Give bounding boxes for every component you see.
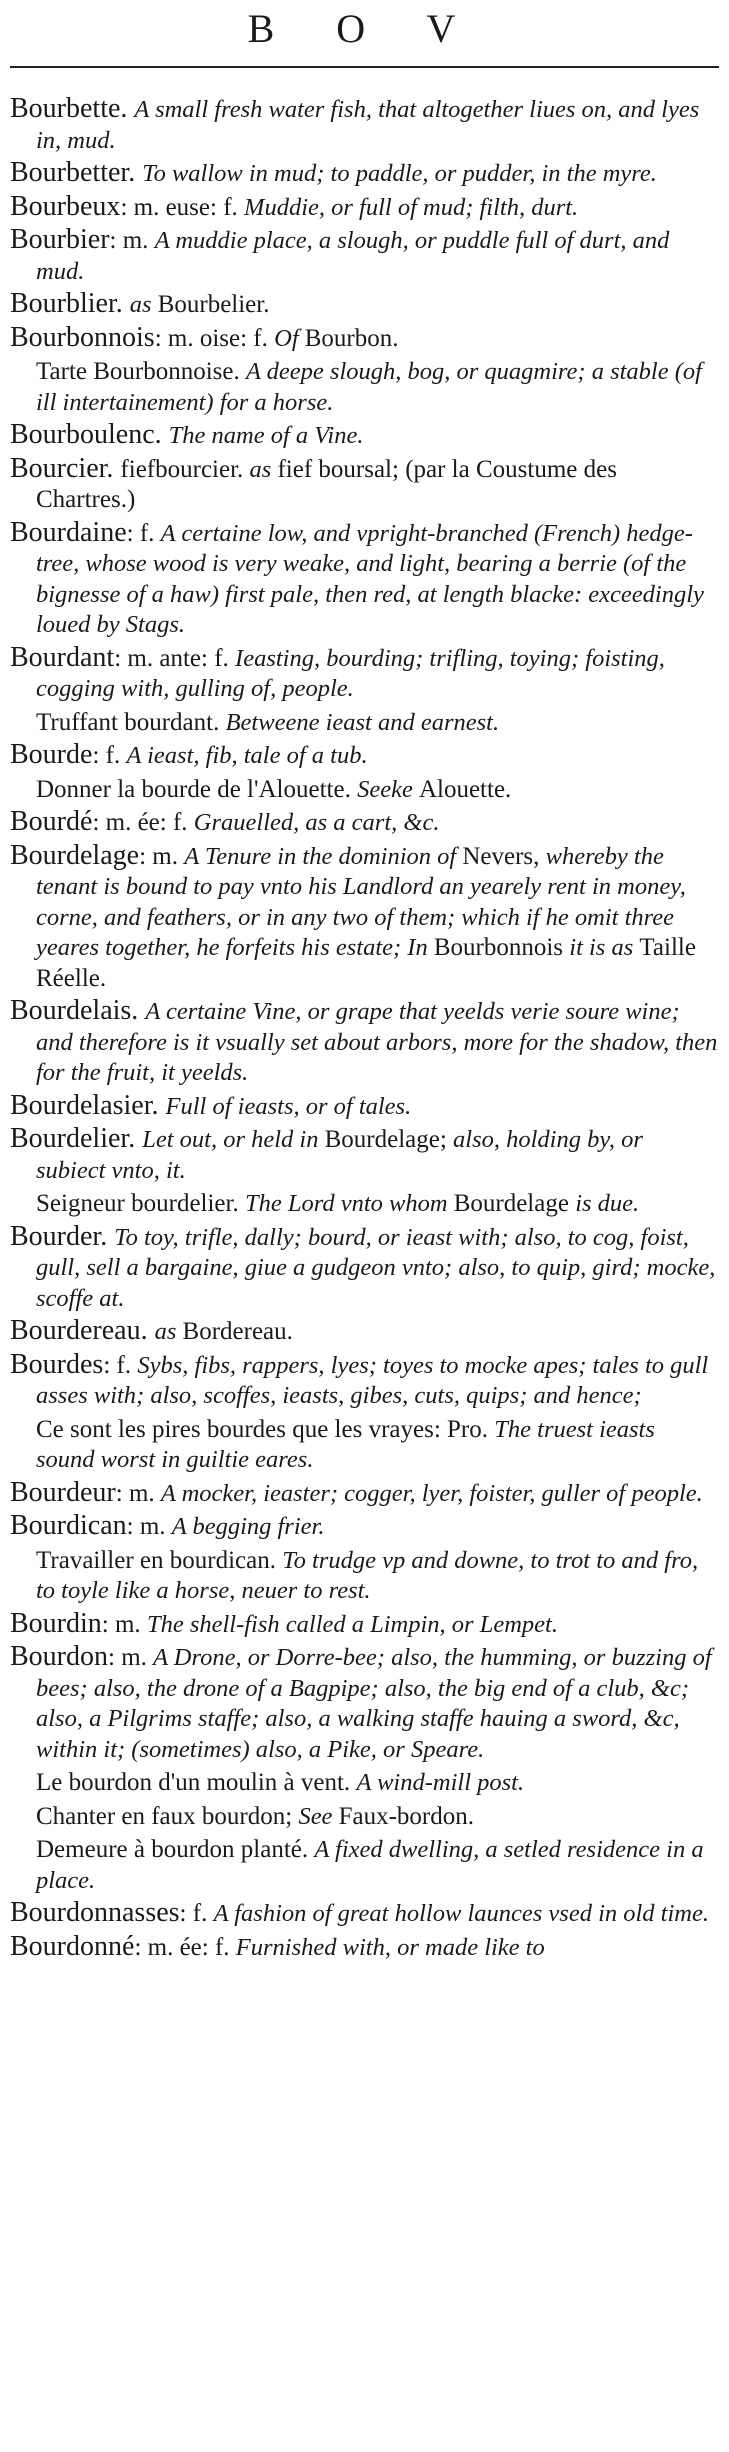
roman-text: Travailler en bourdican. [36, 1546, 283, 1574]
dictionary-entry [10, 1316, 718, 1347]
definition-text: Sybs, fibs, rappers, lyes; toyes to mocke apes; tales to gull asses with; also, scoffes, ieasts, gibes, cuts, quips; and hence; [36, 1351, 709, 1409]
roman-text: Truffant bourdant. [36, 708, 226, 736]
roman-text: Bourbon. [304, 324, 399, 352]
roman-text: : m. ée: f. [134, 1933, 236, 1961]
definition-text: as [129, 291, 158, 318]
headword: Bourdelier. [10, 1123, 143, 1154]
roman-text: Chanter en faux bourdon; [36, 1802, 299, 1830]
dictionary-entry [10, 192, 718, 223]
definition-text: Of [274, 324, 305, 352]
dictionary-entry [10, 454, 718, 515]
definition-text: The name of a Vine. [168, 422, 364, 449]
definition-text: A ieast, fib, tale of a tub. [126, 742, 368, 769]
headword: Bourboulenc. [10, 419, 169, 450]
roman-text: : m. [101, 1610, 147, 1638]
definition-text: Furnished with, or made like to [235, 1933, 545, 1961]
headword: Bourdeur [10, 1476, 116, 1508]
dictionary-entry [10, 323, 718, 354]
definition-text: A certaine Vine, or grape that yeelds verie soure wine; and therefore is it vsually set about arbors, more for the shadow, then for the fruit, it yeelds. [36, 998, 718, 1086]
definition-text: The shell-fish called a Limpin, or Lempet. [146, 1610, 558, 1638]
roman-text: : m. [115, 1479, 161, 1507]
headword: Bourcier. [10, 452, 121, 484]
definition-text: The truest ieasts sound worst in guiltie eares. [36, 1415, 655, 1473]
dictionary-entry [10, 807, 718, 838]
headword: Bourdelage [10, 839, 140, 871]
definition-text: A wind-mill post. [356, 1769, 525, 1796]
headword: Bourde [10, 739, 93, 770]
headword: Bourbeux [10, 190, 121, 222]
definition-text: Full of ieasts, or of tales. [165, 1092, 412, 1120]
definition-text: Grauelled, as a cart, &c. [193, 809, 440, 836]
dictionary-entry [10, 1091, 718, 1122]
definition-text: is due. [575, 1190, 640, 1217]
roman-text: : m. ée: f. [92, 809, 194, 836]
roman-text: : f. [179, 1900, 214, 1927]
dictionary-entry [10, 420, 718, 451]
sub-entry [10, 1767, 718, 1798]
dictionary-entry [10, 643, 718, 704]
headword: Bourdaine [10, 516, 127, 548]
roman-text: : m. [108, 1644, 154, 1671]
definition-text: To wallow in mud; to paddle, or pudder, in the myre. [142, 160, 657, 187]
definition-text: as [154, 1318, 183, 1345]
roman-text: : f. [103, 1351, 138, 1379]
roman-text: Donner la bourde de l'Alouette. [36, 775, 358, 803]
roman-text: Bordereau. [182, 1318, 293, 1345]
dictionary-entry [10, 841, 718, 994]
dictionary-entry [10, 1898, 718, 1929]
headword: Bourbette. [10, 93, 135, 124]
definition-text: A Drone, or Dorre-bee; also, the humming, or buzzing of bees; also, the drone of a Bagpipe; also, the big end of a club, &c; also, a Pilgrims staffe; also, a walking staffe hauing a sword, &c, within it; (sometimes) also, a Pike, or Speare. [36, 1644, 712, 1763]
headword: Bourbonnois [10, 321, 155, 353]
definition-text: The Lord vnto whom [244, 1190, 454, 1217]
roman-text: fief boursal; (par la Coustume des Chartres.) [36, 455, 617, 513]
roman-text: Bourdelage [453, 1190, 576, 1217]
definition-text: as [249, 455, 278, 483]
headword: Bourbetter. [10, 157, 143, 188]
definition-text: Let out, or held in [142, 1126, 325, 1153]
roman-text: : f. [126, 519, 161, 547]
dictionary-entry [10, 1478, 718, 1509]
sub-entry [10, 1801, 718, 1832]
headword: Bourdonné [10, 1930, 135, 1962]
roman-text: Nevers, [462, 842, 546, 870]
roman-text: fiefbourcier. [120, 455, 250, 483]
definition-text: Muddie, or full of mud; filth, durt. [244, 193, 579, 221]
sub-entry [10, 1834, 718, 1895]
roman-text: Tarte Bourbonnoise. [36, 358, 247, 385]
roman-text: Bourbelier. [157, 291, 270, 318]
dictionary-entry [10, 1222, 718, 1314]
headword: Bourblier. [10, 288, 130, 319]
dictionary-entry [10, 1511, 718, 1542]
header-rule [10, 66, 719, 68]
dictionary-entry [10, 289, 718, 320]
roman-text: : m. ante: f. [114, 644, 236, 672]
roman-text: : m. [126, 1513, 172, 1540]
definition-text: Betweene ieast and earnest. [225, 708, 500, 736]
definition-text: To toy, trifle, dally; bourd, or ieast with; also, to cog, foist, gull, sell a bargaine, giue a gudgeon vnto; also, to quip, gird; mocke, scoffe at. [36, 1223, 716, 1312]
roman-text: Le bourdon d'un moulin à vent. [36, 1769, 357, 1796]
roman-text: : m. [109, 227, 155, 254]
definition-text: it is as [569, 934, 640, 961]
headword: Bourdereau. [10, 1315, 155, 1346]
dictionary-entry [10, 1350, 718, 1411]
definition-text: A begging frier. [171, 1513, 325, 1540]
headword: Bourdin [10, 1607, 102, 1639]
headword: Bourdes [10, 1348, 104, 1380]
headword: Bourdelasier. [10, 1089, 166, 1121]
definition-text: See [298, 1802, 339, 1830]
dictionary-entry [10, 1642, 718, 1764]
dictionary-entry [10, 1124, 718, 1185]
sub-entry [10, 707, 718, 738]
dictionary-entry [10, 94, 718, 155]
definition-text: Ieasting, bourding; trifling, toying; foisting, cogging with, gulling of, people. [36, 644, 665, 702]
roman-text: Seigneur bourdelier. [36, 1190, 245, 1217]
roman-text: : m. oise: f. [154, 324, 275, 352]
definition-text: A Tenure in the dominion of [184, 842, 463, 870]
roman-text: : m. [139, 842, 185, 870]
definition-text: To trudge vp and downe, to trot to and fro, to toyle like a horse, neuer to rest. [36, 1546, 699, 1604]
dictionary-entry [10, 158, 718, 189]
headword: Bourdant [10, 641, 115, 673]
roman-text: Ce sont les pires bourdes que les vrayes: Pro. [36, 1415, 495, 1443]
definition-text: A fashion of great hollow launces vsed in old time. [213, 1900, 709, 1927]
definition-text: A small fresh water fish, that altogether liues on, and lyes in, mud. [36, 96, 700, 154]
roman-text: Bourdelage; [324, 1126, 454, 1153]
headword: Bourbier [10, 224, 110, 255]
sub-entry [10, 1188, 718, 1219]
definition-text: A deepe slough, bog, or quagmire; a stable (of ill intertainement) for a horse. [36, 358, 702, 416]
dictionary-entry [10, 1609, 718, 1640]
dictionary-entry [10, 225, 718, 286]
definition-text: Seeke [357, 775, 419, 803]
dictionary-entry [10, 1932, 718, 1963]
roman-text: : m. euse: f. [120, 193, 245, 221]
roman-text: Demeure à bourdon planté. [36, 1836, 315, 1863]
headword: Bourdon [10, 1641, 108, 1672]
definition-text: whereby the tenant is bound to pay vnto his Landlord an yearely rent in money, corne, and feathers, or in any two of them; which if he omit three yeares together, he forfeits his estate; In [36, 842, 686, 961]
sub-entry [10, 1545, 718, 1606]
headword: Bourdé [10, 806, 93, 837]
headword: Bourdonnasses [10, 1897, 180, 1928]
headword: Bourder. [10, 1220, 115, 1252]
definition-text: A muddie place, a slough, or puddle full of durt, and mud. [36, 227, 670, 285]
headword: Bourdican [10, 1510, 127, 1541]
roman-text: Faux-bordon. [338, 1802, 474, 1830]
sub-entry [10, 774, 718, 805]
definition-text: also, holding by, or subiect vnto, it. [36, 1126, 643, 1184]
entries-list [10, 94, 718, 1965]
dictionary-entry [10, 996, 718, 1088]
page-header: B O V [247, 6, 482, 51]
roman-text: Bourbonnois [433, 934, 570, 961]
sub-entry [10, 356, 718, 417]
dictionary-entry [10, 740, 718, 771]
dictionary-entry [10, 518, 718, 640]
roman-text: : f. [92, 742, 127, 769]
definition-text: A fixed dwelling, a setled residence in a place. [36, 1836, 704, 1894]
definition-text: A mocker, ieaster; cogger, lyer, foister, guller of people. [160, 1479, 703, 1507]
roman-text: Taille Réelle. [36, 934, 696, 992]
roman-text: Alouette. [418, 775, 512, 803]
definition-text: A certaine low, and vpright-branched (French) hedge-tree, whose wood is very weake, and light, bearing a berrie (of the bignesse of a haw) first pale, then red, at length blacke: exceedingly loued by Stags. [36, 519, 704, 638]
sub-entry [10, 1414, 718, 1475]
headword: Bourdelais. [10, 995, 146, 1026]
